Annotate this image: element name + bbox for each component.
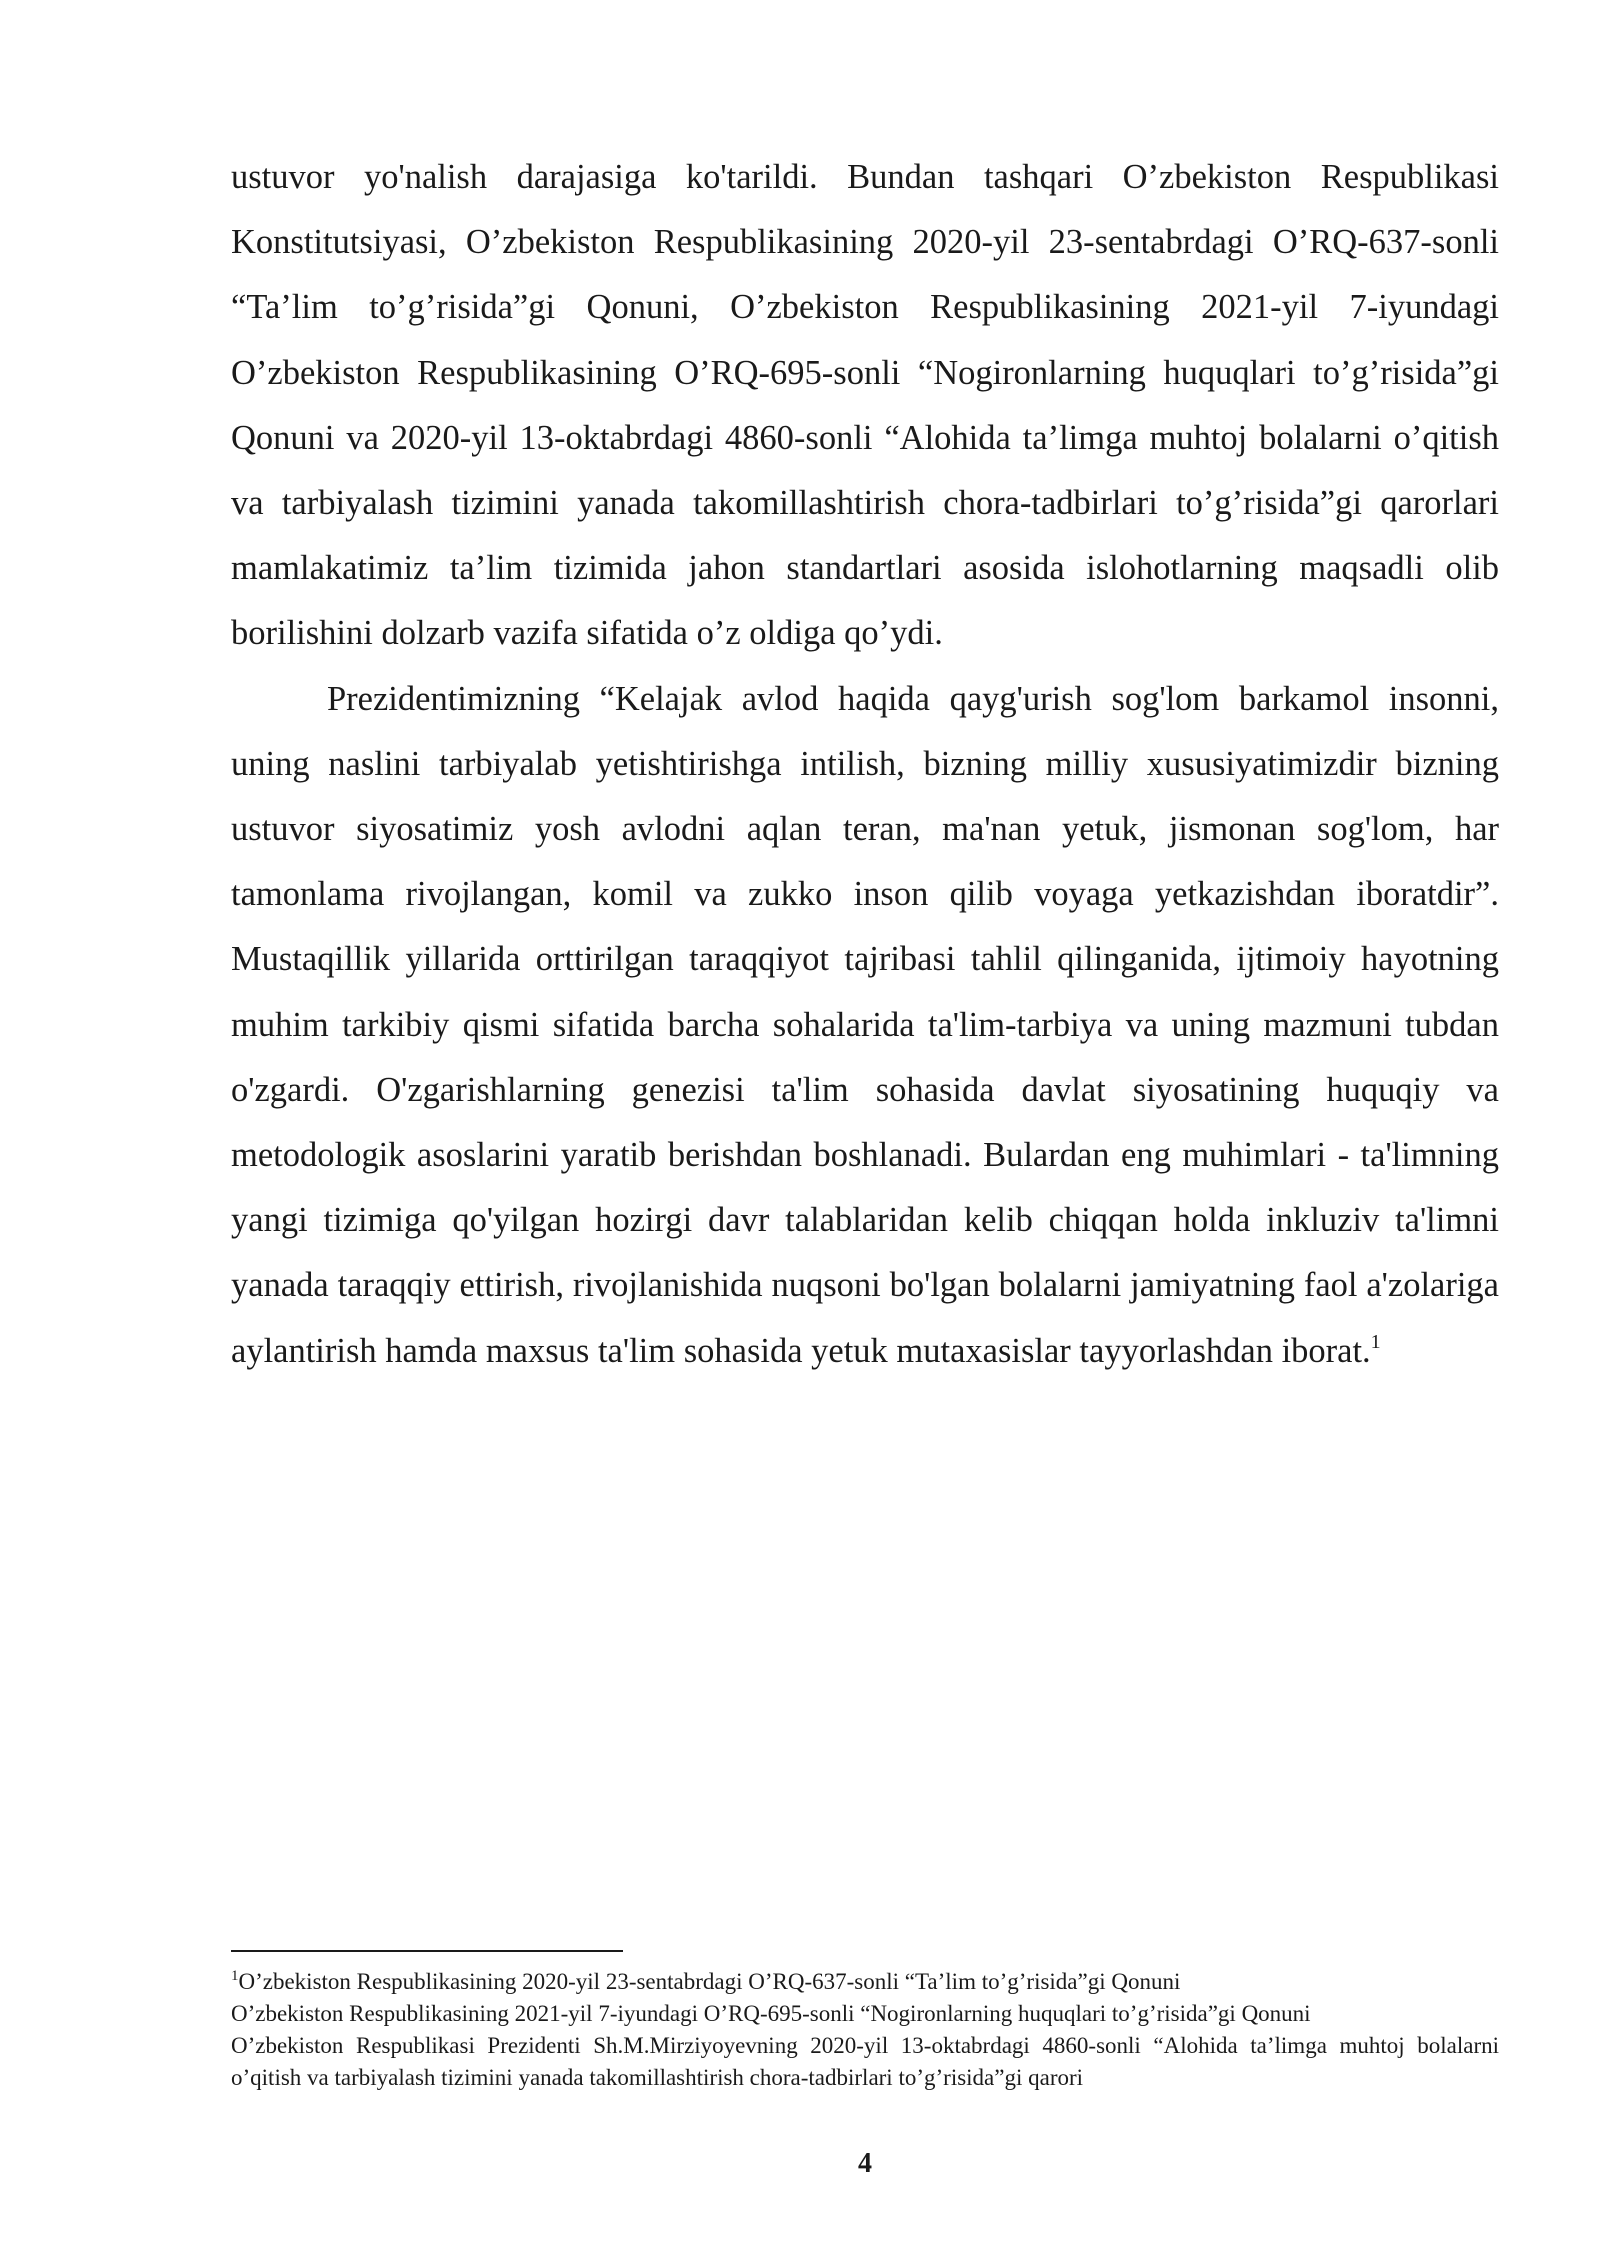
footnote-reference[interactable]: 1	[1370, 1330, 1381, 1353]
footnote-line-1	[231, 1966, 1499, 1998]
paragraph-2	[231, 667, 1499, 1384]
page-number: 4	[858, 2148, 872, 2179]
footnotes	[231, 1966, 1499, 2094]
footnote-line-3	[231, 2030, 1499, 2094]
footnote-marker: 1	[231, 1968, 239, 1984]
footnote-line-2	[231, 1998, 1499, 2030]
paragraph-1-text: ustuvor yo'nalish darajasiga ko'tarildi. Bundan tashqari O’zbekiston Respublikasi Konstitutsiyasi, O’zbekiston Respublikasining 2020-yil 23-sentabrdagi O’RQ-637-sonli “Ta’lim to’g’risida”gi Qonuni, O’zbekiston Respublikasining 2021-yil 7-iyundagi O’zbekiston Respublikasining O’RQ-695-sonli “Nogironlarning huquqlari to’g’risida”gi Qonuni va 2020-yil 13-oktabrdagi 4860-sonli “Alohida ta’limga muhtoj bolalarni o’qitish va tarbiyalash tizimini yanada takomillashtirish chora-tadbirlari to’g’risida”gi qarorlari mamlakatimiz ta’lim tizimida jahon standartlari asosida islohotlarning maqsadli olib borilishini dolzarb vazifa sifatida o’z oldiga qo’ydi.	[231, 158, 1499, 653]
body-text	[231, 145, 1499, 1384]
footnote-text-2: O’zbekiston Respublikasining 2021-yil 7-iyundagi O’RQ-695-sonli “Nogironlarning huquqlari to’g’risida”gi Qonuni	[231, 2001, 1311, 2026]
footnote-text-1: O’zbekiston Respublikasining 2020-yil 23-sentabrdagi O’RQ-637-sonli “Ta’lim to’g’risida”gi Qonuni	[238, 1969, 1181, 1994]
footnote-text-3: O’zbekiston Respublikasi Prezidenti Sh.M.Mirziyoyevning 2020-yil 13-oktabrdagi 4860-sonli “Alohida ta’limga muhtoj bolalarni o’qitish va tarbiyalash tizimini yanada takomillashtirish chora-tadbirlari to’g’risida”gi qarori	[231, 2033, 1499, 2090]
paragraph-2-text: Prezidentimizning “Kelajak avlod haqida qayg'urish sog'lom barkamol insonni, uning naslini tarbiyalab yetishtirishga intilish, bizning milliy xususiyatimizdir bizning ustuvor siyosatimiz yosh avlodni aqlan teran, ma'nan yetuk, jismonan sog'lom, har tamonlama rivojlangan, komil va zukko inson qilib voyaga yetkazishdan iboratdir”. Mustaqillik yillarida orttirilgan taraqqiyot tajribasi tahlil qilinganida, ijtimoiy hayotning muhim tarkibiy qismi sifatida barcha sohalarida ta'lim-tarbiya va uning mazmuni tubdan o'zgardi. O'zgarishlarning genezisi ta'lim sohasida davlat siyosatining huquqiy va metodologik asoslarini yaratib berishdan boshlanadi. Bulardan eng muhimlari - ta'limning yangi tizimiga qo'yilgan hozirgi davr talablaridan kelib chiqqan holda inkluziv ta'limni yanada taraqqiy ettirish, rivojlanishida nuqsoni bo'lgan bolalarni jamiyatning faol a'zolariga aylantirish hamda maxsus ta'lim sohasida yetuk mutaxasislar tayyorlashdan iborat.	[231, 679, 1499, 1370]
paragraph-1	[231, 145, 1499, 667]
footnote-separator	[231, 1950, 623, 1952]
